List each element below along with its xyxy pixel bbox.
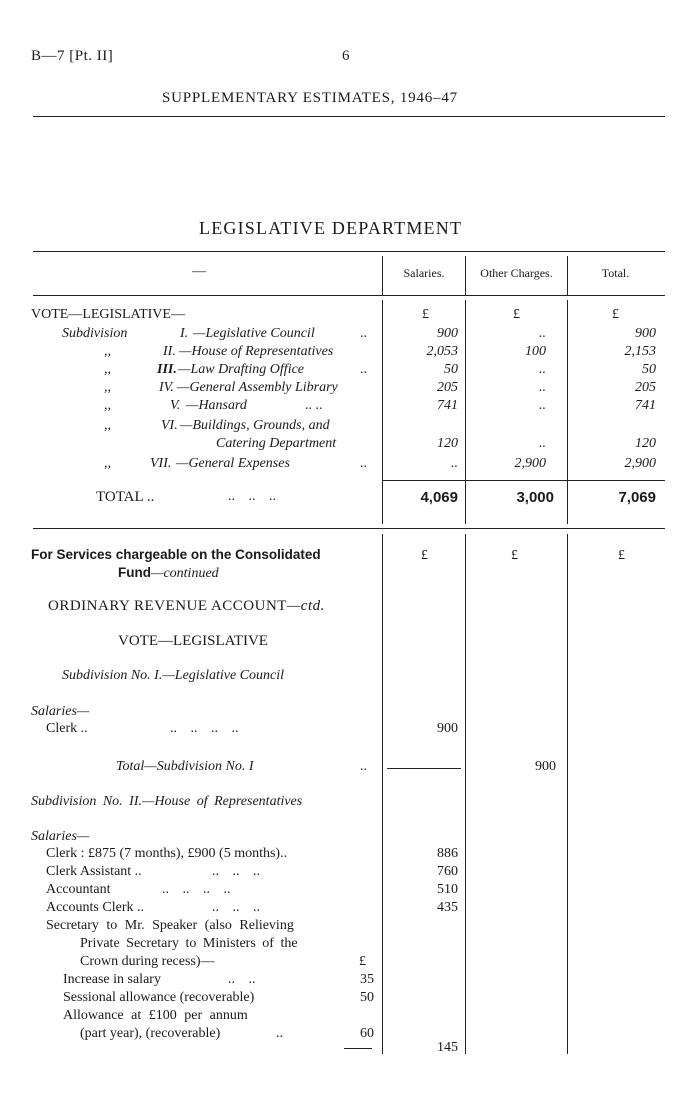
total-total: 7,069 [618,489,656,506]
row-name: —Legislative Council [193,326,315,341]
currency-total: £ [618,548,625,563]
item-label: Accountant [46,882,111,897]
row-num: VII. [150,456,172,471]
total-salaries: 4,069 [420,489,458,506]
row-total: 741 [635,398,656,413]
item-label: Accounts Clerk .. [46,900,144,915]
account-title-text: ORDINARY REVENUE ACCOUNT [48,598,287,614]
row-total: 50 [642,362,656,377]
row-name: —House of Representatives [179,344,334,359]
row-other: 100 [525,344,546,359]
services-fund-line [118,565,219,582]
item-value: 435 [437,900,458,915]
header-dash: — [192,264,206,279]
col-divider [465,534,466,1054]
row-name-continued: Catering Department [216,436,337,451]
currency-total: £ [612,307,619,322]
clerk-dots: .. .. .. .. [170,721,239,736]
sub-item-dots: .. [276,1026,283,1041]
row-prefix: ,, [104,398,111,413]
row-num: V. [170,398,181,413]
secretary-pound: £ [359,954,366,969]
salaries-2-label: Salaries— [31,829,90,844]
col-divider [567,534,568,1054]
row-leader: .. .. [305,398,323,413]
total-subdivision-1-label: Total—Subdivision No. I [116,759,254,774]
sub-item-label: Sessional allowance (recoverable) [63,990,255,1005]
secretary-line: Crown during recess)— [80,954,215,969]
sub-item-label: Increase in salary [63,972,161,987]
table-header-rule [33,295,665,296]
row-salaries: 50 [444,362,458,377]
services-heading: For Services chargeable on the Consolidated [31,547,321,562]
vote-title: VOTE—LEGISLATIVE [118,633,268,649]
row-salaries: .. [451,456,458,471]
row-name: —General Expenses [176,456,290,471]
currency-other: £ [511,548,518,563]
row-prefix: ,, [104,456,111,471]
row-other: .. [539,380,546,395]
row-salaries: 900 [437,326,458,341]
row-num: III. [157,362,177,377]
row-total: 120 [635,436,656,451]
department-heading: LEGISLATIVE DEPARTMENT [199,218,463,238]
sub-item-label: Allowance at £100 per annum [63,1008,248,1023]
item-dots: .. .. .. [212,864,260,879]
sub-item-value: 50 [360,990,374,1005]
row-total: 900 [635,326,656,341]
vote-label: VOTE—LEGISLATIVE— [31,307,185,322]
salaries-label: Salaries— [31,704,90,719]
account-ctd: —ctd. [286,598,325,614]
row-leader: .. [360,362,367,377]
col-divider [382,534,383,1054]
row-other: 2,900 [514,456,546,471]
page-reference: B—7 [Pt. II] [31,48,114,64]
secretary-line: Secretary to Mr. Speaker (also Relieving [46,918,294,933]
currency-salaries: £ [421,548,428,563]
item-dots: .. .. .. .. [162,882,231,897]
row-salaries: 2,053 [426,344,458,359]
subdivision-1-title: Subdivision No. I.—Legislative Council [62,668,285,683]
row-other: .. [539,398,546,413]
row-salaries: 120 [437,436,458,451]
row-name: —Buildings, Grounds, and [180,418,330,433]
row-other: .. [539,362,546,377]
row-other: .. [539,326,546,341]
row-num: II. [163,344,176,359]
row-prefix: Subdivision [62,326,128,341]
sub-item-value: 35 [360,972,374,987]
row-other: .. [539,436,546,451]
row-num: VI. [161,418,178,433]
continued-word: —continued [151,566,219,581]
item-label: Clerk Assistant .. [46,864,142,879]
sub-item-dots: .. .. [228,972,256,987]
total-label: TOTAL .. [96,489,155,505]
item-value: 886 [437,846,458,861]
table-top-rule [33,251,665,252]
column-header-other-charges: Other Charges. [480,266,553,280]
account-title [48,598,325,615]
table-bottom-rule [33,528,665,529]
header-rule [33,116,665,117]
row-total: 2,153 [624,344,656,359]
totals-top-rule [383,480,665,481]
item-value: 760 [437,864,458,879]
row-name: —General Assembly Library [177,380,338,395]
currency-salaries: £ [422,307,429,322]
secretary-subtotal-rule [344,1048,372,1049]
secretary-line: Private Secretary to Ministers of the [80,936,298,951]
total-subdivision-1-dots: .. [360,759,367,774]
page-number: 6 [342,48,350,64]
column-header-total: Total. [601,266,630,280]
secretary-total-value: 145 [437,1040,458,1055]
row-num: I. [180,326,189,341]
sub-item-value: 60 [360,1026,374,1041]
item-value: 510 [437,882,458,897]
currency-other: £ [513,307,520,322]
clerk-label: Clerk .. [46,721,88,736]
row-prefix: ,, [104,418,111,433]
row-prefix: ,, [104,380,111,395]
row-salaries: 741 [437,398,458,413]
subdivision-2-title: Subdivision No. II.—House of Representatives [31,794,303,809]
item-label: Clerk : £875 (7 months), £900 (5 months).. [46,846,288,861]
row-salaries: 205 [437,380,458,395]
total-other: 3,000 [516,489,554,506]
row-leader: .. [360,326,367,341]
item-dots: .. .. .. [212,900,260,915]
column-header-salaries: Salaries. [403,266,445,280]
total-subdivision-1-value: 900 [535,759,556,774]
row-leader: .. [360,456,367,471]
page-title: SUPPLEMENTARY ESTIMATES, 1946–47 [162,90,458,106]
row-prefix: ,, [104,344,111,359]
sub-item-label: (part year), (recoverable) [80,1026,221,1041]
row-total: 205 [635,380,656,395]
clerk-value: 900 [437,721,458,736]
row-name: —Law Drafting Office [178,362,305,377]
row-num: IV. [159,380,174,395]
row-prefix: ,, [104,362,111,377]
row-total: 2,900 [624,456,656,471]
subtotal-rule [387,768,461,769]
fund-word: Fund [118,565,151,580]
row-name: —Hansard [186,398,247,413]
total-leader-dots: .. .. .. [228,489,276,504]
